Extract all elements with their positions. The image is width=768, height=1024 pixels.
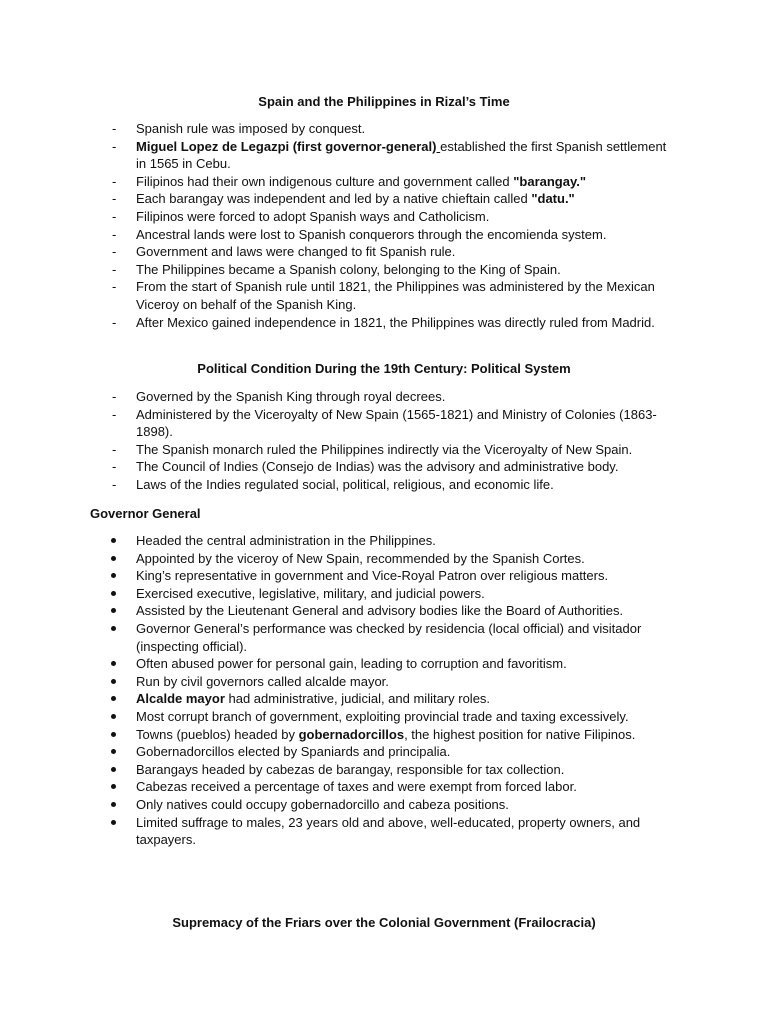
list-item: Run by civil governors called alcalde mayor. bbox=[0, 673, 676, 691]
section-title-political-system: Political Condition During the 19th Century: Political System bbox=[197, 361, 571, 376]
bullet-dot bbox=[111, 626, 116, 631]
section-title-spain-philippines: Spain and the Philippines in Rizal’s Time bbox=[258, 94, 510, 109]
dash-marker: - bbox=[112, 406, 117, 422]
bullet-dot bbox=[111, 679, 116, 684]
section-title-frailocracia: Supremacy of the Friars over the Colonial Government (Frailocracia) bbox=[172, 915, 596, 930]
list-item: - Administered by the Viceroyalty of New Spain (1565-1821) and Ministry of Colonies (1863-1898). bbox=[112, 406, 657, 440]
dash-marker: - bbox=[112, 389, 117, 404]
list-item: - Laws of the Indies regulated social, political, religious, and economic life. bbox=[112, 476, 554, 492]
list-item: Governor General’s performance was checked by residencia (local official) and visitador (inspecting official). bbox=[0, 620, 676, 655]
dash-marker: - bbox=[112, 226, 117, 242]
bullet-dot bbox=[111, 556, 116, 561]
bullet-dot bbox=[111, 714, 116, 719]
bold-text: "barangay." bbox=[513, 173, 587, 189]
list-item: Gobernadorcillos elected by Spaniards and principalia. bbox=[0, 743, 676, 761]
list-item: King’s representative in government and Vice-Royal Patron over religious matters. bbox=[0, 567, 676, 585]
section2-bullet-list bbox=[0, 388, 768, 494]
section-title-governor-general: Governor General bbox=[90, 506, 201, 521]
dash-marker: - bbox=[112, 441, 117, 457]
dash-marker: - bbox=[112, 314, 117, 330]
dash-marker: - bbox=[112, 138, 117, 154]
list-item: - After Mexico gained independence in 1821, the Philippines was directly ruled from Madrid. bbox=[112, 314, 655, 330]
list-item: Headed the central administration in the Philippines. bbox=[0, 532, 676, 550]
bullet-dot bbox=[111, 696, 116, 701]
dash-marker: - bbox=[112, 121, 117, 136]
dash-marker: - bbox=[112, 476, 117, 492]
list-item: - Government and laws were changed to fit Spanish rule. bbox=[112, 244, 456, 260]
dash-marker: - bbox=[112, 173, 117, 189]
list-item: Alcalde mayor had administrative, judicial, and military roles. bbox=[0, 690, 676, 708]
list-item: Limited suffrage to males, 23 years old and above, well-educated, property owners, and taxpayers. bbox=[0, 814, 676, 849]
dash-marker: - bbox=[112, 244, 117, 260]
section3-bullet-list bbox=[0, 532, 768, 849]
bullet-dot bbox=[111, 573, 116, 578]
list-item: Towns (pueblos) headed by gobernadorcillos, the highest position for native Filipinos. bbox=[0, 726, 676, 744]
list-item: - The Philippines became a Spanish colony, belonging to the King of Spain. bbox=[112, 261, 561, 277]
list-item: - Filipinos had their own indigenous culture and government called "barangay." bbox=[112, 173, 587, 189]
bullet-dot bbox=[111, 661, 116, 666]
list-item: - Governed by the Spanish King through royal decrees. bbox=[112, 389, 446, 404]
dash-marker: - bbox=[112, 191, 117, 207]
bold-text: gobernadorcillos bbox=[298, 726, 405, 742]
list-item: - The Council of Indies (Consejo de Indias) was the advisory and administrative body. bbox=[112, 459, 619, 475]
dash-marker: - bbox=[112, 459, 117, 475]
list-item: Most corrupt branch of government, exploiting provincial trade and taxing excessively. bbox=[0, 708, 676, 726]
list-item: Assisted by the Lieutenant General and advisory bodies like the Board of Authorities. bbox=[0, 602, 676, 620]
list-item: - The Spanish monarch ruled the Philippines indirectly via the Viceroyalty of New Spain. bbox=[112, 441, 633, 457]
list-item: Appointed by the viceroy of New Spain, recommended by the Spanish Cortes. bbox=[0, 550, 676, 568]
bullet-dot bbox=[111, 591, 116, 596]
dash-marker: - bbox=[112, 261, 117, 277]
bullet-dot bbox=[111, 749, 116, 754]
list-item: - From the start of Spanish rule until 1821, the Philippines was administered by the Mexican Viceroy on behalf of the Spanish King. bbox=[112, 279, 655, 312]
bold-text: Miguel Lopez de Legazpi (first governor-general) bbox=[136, 138, 437, 154]
list-item: - Miguel Lopez de Legazpi (first governor-general) established the first Spanish settlement in 1565 in Cebu. bbox=[112, 138, 667, 172]
list-item: Often abused power for personal gain, leading to corruption and favoritism. bbox=[0, 655, 676, 673]
bullet-dot bbox=[111, 538, 116, 543]
list-item: - Spanish rule was imposed by conquest. bbox=[112, 121, 366, 136]
bold-text: "datu." bbox=[531, 191, 575, 207]
list-item: - Filipinos were forced to adopt Spanish ways and Catholicism. bbox=[112, 208, 490, 224]
dash-marker: - bbox=[112, 208, 117, 224]
list-item: Barangays headed by cabezas de barangay, responsible for tax collection. bbox=[0, 761, 676, 779]
bullet-dot bbox=[111, 784, 116, 789]
bullet-dot bbox=[111, 767, 116, 772]
list-item: - Each barangay was independent and led by a native chieftain called "datu." bbox=[112, 191, 575, 207]
list-item: Exercised executive, legislative, military, and judicial powers. bbox=[0, 585, 676, 603]
bullet-dot bbox=[111, 732, 116, 737]
dash-marker: - bbox=[112, 279, 117, 295]
list-item: Only natives could occupy gobernadorcillo and cabeza positions. bbox=[0, 796, 676, 814]
bullet-dot bbox=[111, 802, 116, 807]
bold-text: Alcalde mayor bbox=[136, 691, 225, 707]
list-item: - Ancestral lands were lost to Spanish conquerors through the encomienda system. bbox=[112, 226, 607, 242]
section1-bullet-list bbox=[0, 120, 768, 331]
bullet-dot bbox=[111, 820, 116, 825]
bullet-dot bbox=[111, 608, 116, 613]
list-item: Cabezas received a percentage of taxes and were exempt from forced labor. bbox=[0, 778, 676, 796]
